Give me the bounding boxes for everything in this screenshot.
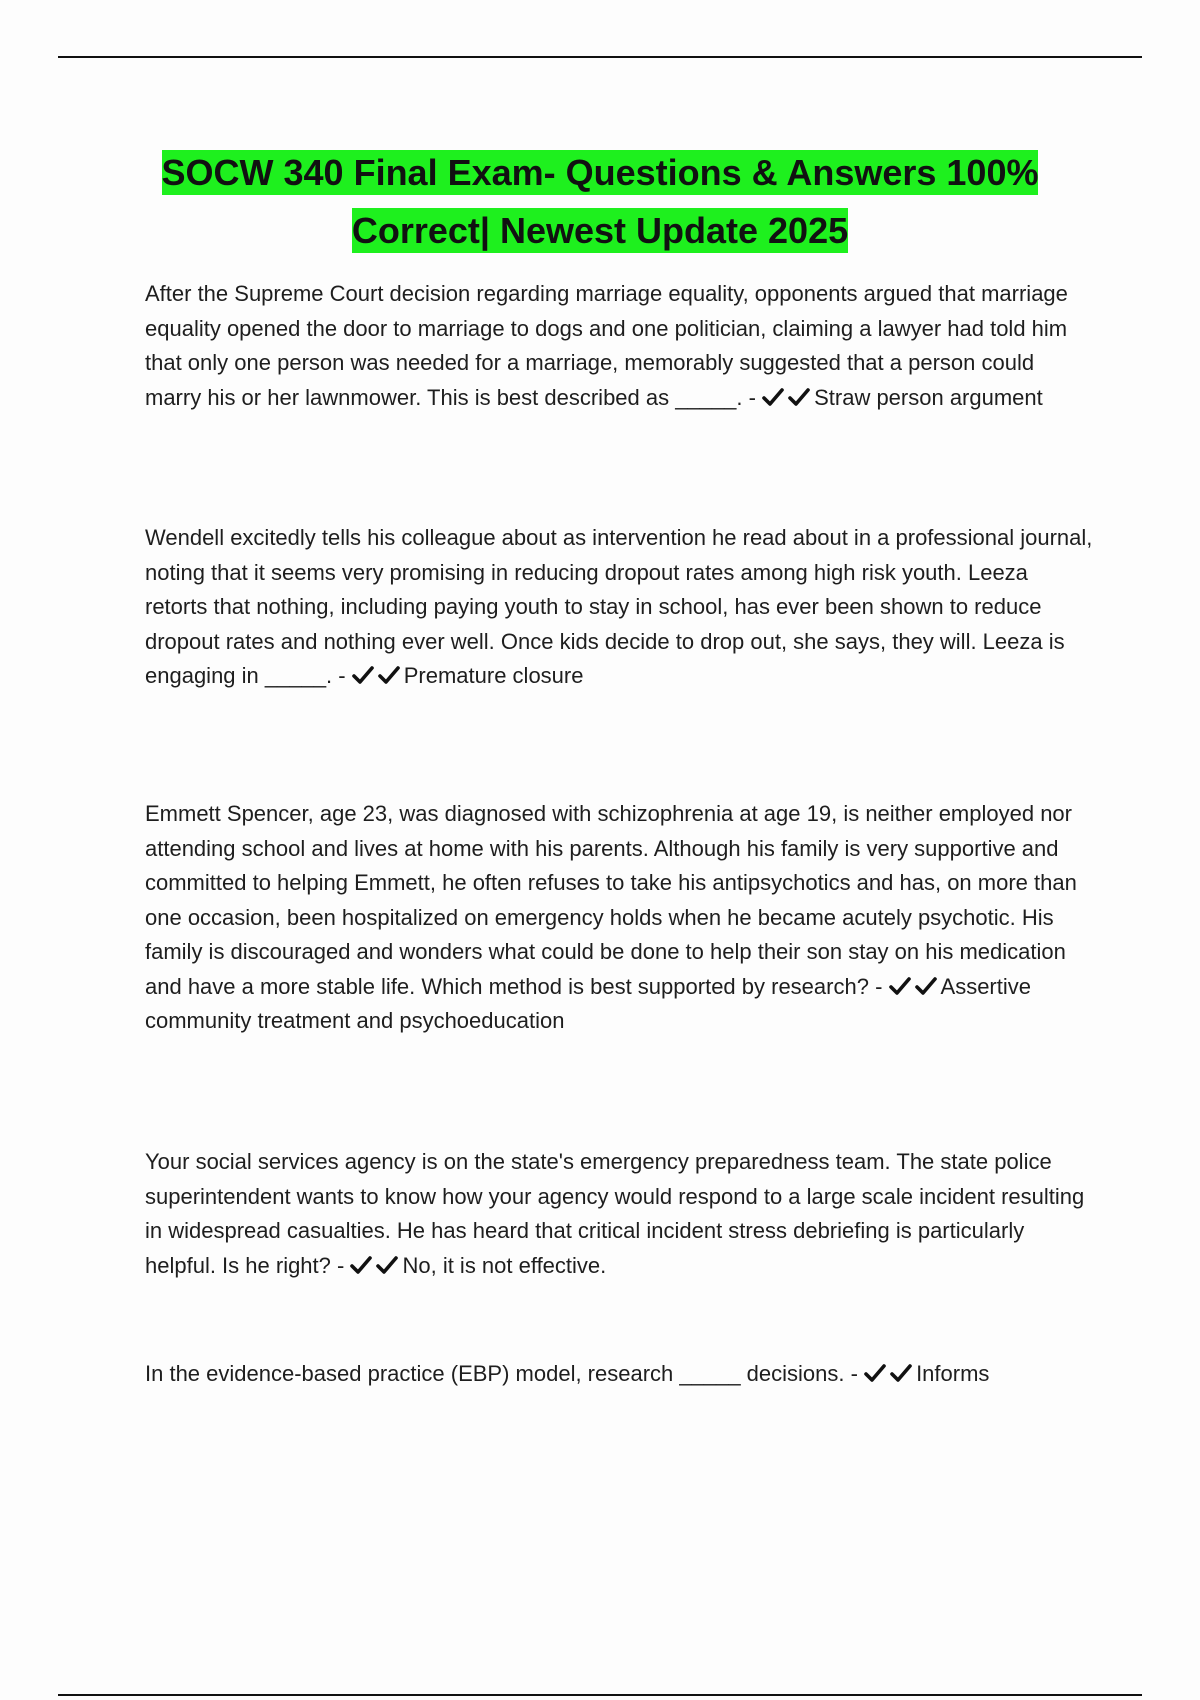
qa-item (145, 1357, 1095, 1392)
checkmark-icon (350, 1255, 372, 1275)
answer-text: Straw person argument (814, 384, 1043, 410)
answer-text: Informs (916, 1361, 990, 1386)
checkmark-icon (889, 976, 911, 996)
header-rule (58, 56, 1142, 58)
qa-item (145, 277, 1095, 415)
question-text: Wendell excitedly tells his colleague about as intervention he read about in a professional journal, noting that it seems very promising in reducing dropout rates among high risk youth. Leeza retorts that nothing, including paying youth to stay in school, has ever been shown to reduce dropout rates and nothing ever well. Once kids decide to drop out, she says, they will. Leeza is engaging in _____. (145, 525, 1093, 688)
page-title (100, 144, 1100, 260)
checkmark-icon (352, 665, 374, 685)
checkmark-icon (788, 387, 810, 407)
answer-text: No, it is not effective. (402, 1252, 607, 1278)
answer-text: Assertive community treatment and psychoeducation (145, 973, 1031, 1033)
checkmark-icon (915, 976, 937, 996)
checkmark-icon (762, 387, 784, 407)
separator: - (332, 663, 352, 688)
title-line-2: Correct| Newest Update 2025 (351, 210, 849, 251)
qa-item (145, 1145, 1095, 1283)
qa-item (145, 521, 1095, 694)
question-text: In the evidence-based practice (EBP) model, research _____ decisions. (145, 1361, 845, 1386)
separator: - (844, 1361, 865, 1386)
separator: - (868, 973, 889, 999)
checkmark-icon (378, 665, 400, 685)
checkmark-icon (864, 1363, 886, 1383)
question-text: After the Supreme Court decision regarding marriage equality, opponents argued that marriage equality opened the door to marriage to dogs and one politician, claiming a lawyer had told him that only one person was needed for a marriage, memorably suggested that a person could marry his or her lawnmower. This is best described as _____. (145, 281, 1068, 410)
footer-rule (58, 1694, 1142, 1696)
question-text: Emmett Spencer, age 23, was diagnosed with schizophrenia at age 19, is neither employed nor attending school and lives at home with his parents. Although his family is very supportive and committed to helping Emmett, he often refuses to take his antipsychotics and has, on more than one occasion, been hospitalized on emergency holds when he became acutely psychotic. His family is discouraged and wonders what could be done to help their son stay on his medication and have a more stable life. Which method is best supported by research? (145, 801, 1077, 999)
qa-item (145, 797, 1095, 1039)
separator: - (330, 1252, 351, 1278)
answer-text: Premature closure (403, 663, 584, 688)
separator: - (742, 384, 763, 410)
checkmark-icon (890, 1363, 912, 1383)
checkmark-icon (376, 1255, 398, 1275)
question-text: Your social services agency is on the state's emergency preparedness team. The state police superintendent wants to know how your agency would respond to a large scale incident resulting in widespread casualties. He has heard that critical incident stress debriefing is particularly helpful. Is he right? (145, 1149, 1085, 1278)
title-line-1: SOCW 340 Final Exam- Questions & Answers 100% (161, 152, 1039, 193)
